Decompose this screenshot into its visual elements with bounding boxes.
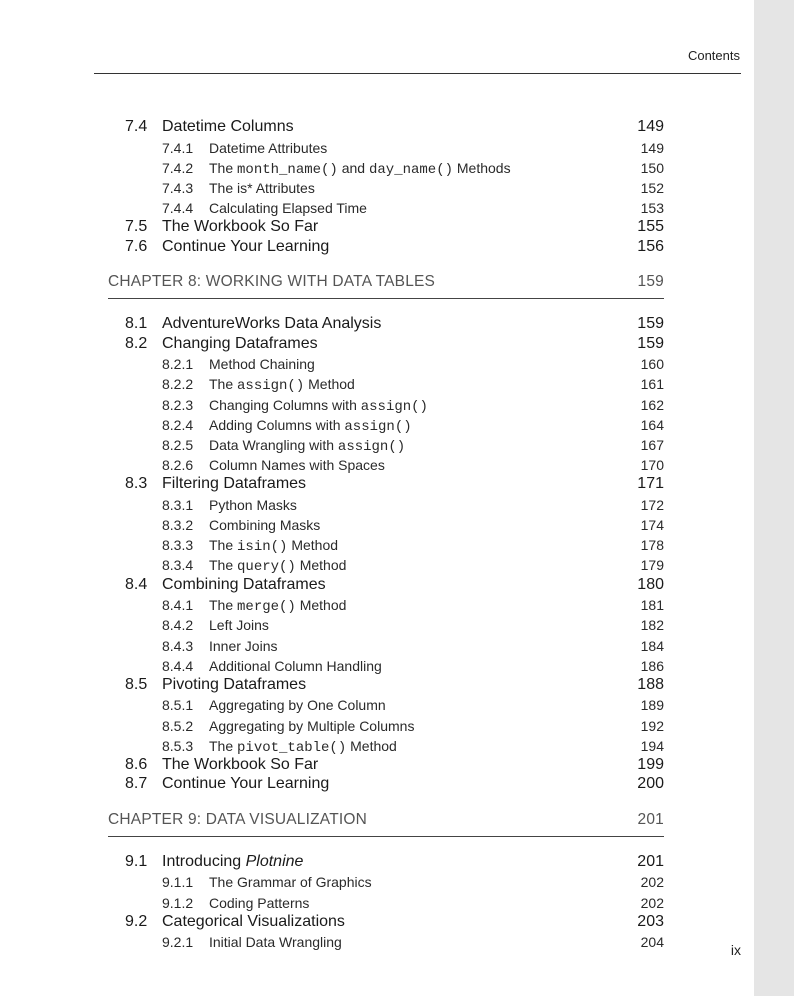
toc-entry-title [209, 934, 342, 950]
toc-page-number: 149 [637, 118, 664, 135]
toc-subsection-entry [108, 636, 664, 656]
toc-entry-title [162, 118, 294, 136]
toc-page-number: 164 [640, 416, 664, 433]
title-text: The [209, 597, 238, 614]
toc-entry-title [209, 617, 269, 633]
toc-entry-title [162, 576, 326, 594]
toc-subsection-entry [108, 695, 664, 715]
toc-entry-title [162, 218, 318, 236]
toc-page-number: 186 [640, 657, 664, 674]
toc-page-number: 189 [640, 697, 664, 714]
toc-page-number: 153 [640, 200, 664, 217]
title-text: Data Wrangling with [209, 437, 338, 453]
toc-section-number: 8.2.2 [162, 376, 194, 393]
title-text: Datetime Columns [162, 118, 294, 135]
title-text: Method [287, 537, 339, 554]
toc-section-number: 8.2 [125, 334, 148, 352]
toc-subsection-entry [108, 435, 664, 455]
toc-page-number: 194 [640, 737, 664, 754]
title-text: Aggregating by Multiple Columns [209, 717, 415, 734]
toc-chapter-heading [108, 811, 664, 847]
code-span: assign() [237, 378, 305, 395]
toc-entry-title [209, 718, 414, 734]
toc-section-number: 7.4.3 [162, 179, 194, 196]
toc-subsection-entry [108, 415, 664, 435]
title-text: AdventureWorks Data Analysis [162, 315, 382, 333]
code-span: month_name() [237, 161, 338, 178]
title-text: Datetime Attributes [209, 139, 328, 156]
title-text: Method Chaining [209, 356, 315, 373]
toc-section-number: 8.2.5 [162, 437, 194, 453]
title-text: The is* Attributes [209, 179, 315, 196]
code-span: merge() [237, 599, 296, 616]
toc-subsection-entry [108, 656, 664, 676]
title-text: Combining Masks [209, 517, 321, 534]
toc-entry-title [209, 356, 315, 372]
toc-entry-title [209, 497, 297, 513]
toc-subsection-entry [108, 736, 664, 756]
toc-section-number: 8.4.3 [162, 637, 194, 654]
toc-section-number: 8.5.2 [162, 717, 194, 734]
toc-page-number: 182 [640, 617, 664, 634]
toc-page-number: 155 [637, 218, 664, 236]
toc-section-number: 7.4 [125, 118, 148, 135]
toc-entry-title [209, 437, 405, 455]
toc-section-number: 8.4 [125, 575, 148, 593]
toc-section-number: 8.3.2 [162, 517, 194, 534]
title-text: Calculating Elapsed Time [209, 200, 367, 217]
title-text: Plotnine [245, 852, 304, 870]
toc-subsection-entry [108, 395, 664, 415]
toc-entry-title [209, 537, 338, 555]
toc-entry-title [209, 517, 320, 533]
toc-section-number: 9.1 [125, 852, 148, 870]
toc-entry-title [108, 273, 435, 291]
title-text: Filtering Dataframes [162, 475, 307, 493]
toc-page-number: 181 [640, 597, 664, 614]
code-span: isin() [237, 539, 288, 556]
toc-section-entry [108, 756, 664, 776]
title-text: Changing Columns with [209, 396, 361, 413]
toc-subsection-entry [108, 932, 664, 952]
title-text: Combining Dataframes [162, 575, 326, 593]
title-text: and [337, 159, 369, 176]
toc-section-number: 8.7 [125, 775, 148, 793]
title-text: Method [304, 376, 355, 393]
toc-page-number: 202 [640, 894, 664, 911]
toc-subsection-entry [108, 893, 664, 913]
toc-section-entry [108, 775, 664, 795]
toc-section-number: 8.3.3 [162, 537, 194, 554]
toc-entry-title [209, 557, 346, 575]
toc-subsection-entry [108, 615, 664, 635]
toc-page-number: 167 [640, 437, 664, 453]
toc-section-number: 9.1.1 [162, 874, 194, 891]
page-margin-strip [754, 0, 794, 996]
toc-page-number: 200 [637, 775, 664, 793]
running-head: Contents [687, 48, 740, 63]
toc-page-number: 203 [637, 912, 664, 930]
title-text: Introducing [162, 852, 246, 870]
toc-page-number: 170 [640, 457, 664, 474]
title-text: The [209, 557, 238, 574]
title-text: The [209, 159, 238, 176]
title-text: Inner Joins [209, 637, 278, 654]
toc-section-number: 8.2.3 [162, 396, 194, 413]
toc-page-number: 150 [640, 159, 664, 176]
toc-page-number: 179 [640, 557, 664, 574]
title-text: The Workbook So Far [162, 218, 319, 236]
toc-subsection-entry [108, 158, 664, 178]
toc-page-number: 192 [640, 717, 664, 734]
toc-subsection-entry [108, 535, 664, 555]
title-text: Methods [453, 159, 511, 176]
toc-page-number: 204 [640, 934, 664, 951]
toc-entry-title [209, 658, 382, 674]
toc-section-entry [108, 315, 664, 335]
toc-entry-title [162, 913, 345, 931]
title-text: Left Joins [209, 617, 269, 634]
toc-entry-title [209, 895, 309, 911]
toc-page-number: 184 [640, 637, 664, 654]
toc-page-number: 162 [640, 396, 664, 413]
title-text: The [209, 537, 238, 554]
toc-entry-title [162, 756, 318, 774]
toc-section-number: 9.2 [125, 912, 148, 930]
toc-section-number: 8.3.1 [162, 496, 194, 513]
code-span: assign() [344, 418, 412, 435]
title-text: Continue Your Learning [162, 775, 330, 793]
toc-subsection-entry [108, 515, 664, 535]
toc-page-number: 201 [637, 852, 664, 870]
toc-section-number: 8.3.4 [162, 557, 194, 574]
toc-section-number: 8.6 [125, 755, 148, 773]
toc-entry-title [209, 160, 511, 178]
toc-entry-title [162, 238, 329, 256]
toc-page-number: 159 [637, 334, 664, 352]
toc-section-number: 7.4.4 [162, 200, 194, 217]
chapter-rule [108, 836, 664, 837]
header-rule [94, 73, 741, 74]
toc-subsection-entry [108, 872, 664, 892]
title-text: Method [346, 737, 397, 754]
toc-section-number: 7.4.2 [162, 159, 194, 176]
toc-section-number: 8.1 [125, 315, 148, 333]
toc-section-entry [108, 335, 664, 355]
table-of-contents [108, 118, 664, 953]
toc-section-number: 8.4.2 [162, 617, 194, 634]
toc-page-number: 149 [640, 139, 664, 156]
code-span: pivot_table() [237, 739, 347, 756]
toc-subsection-entry [108, 178, 664, 198]
title-text: The Grammar of Graphics [209, 874, 372, 891]
toc-entry-title [209, 638, 277, 654]
toc-subsection-entry [108, 354, 664, 374]
toc-subsection-entry [108, 138, 664, 158]
toc-section-number: 8.5.3 [162, 737, 194, 754]
toc-subsection-entry [108, 198, 664, 218]
toc-entry-title [162, 676, 306, 694]
toc-page-number: 188 [637, 675, 664, 693]
toc-page-number: 172 [640, 496, 664, 513]
title-text: Method [295, 557, 347, 574]
toc-section-entry [108, 118, 664, 138]
toc-section-entry [108, 238, 664, 258]
code-span: day_name() [368, 161, 453, 178]
toc-section-entry [108, 218, 664, 238]
toc-section-entry [108, 475, 664, 495]
toc-subsection-entry [108, 555, 664, 575]
title-text: Pivoting Dataframes [162, 675, 307, 693]
toc-entry-title [209, 874, 372, 890]
title-text: The [209, 737, 238, 754]
title-text: Initial Data Wrangling [209, 934, 342, 951]
toc-page-number: 152 [640, 179, 664, 196]
toc-entry-title [162, 853, 303, 871]
title-text: Column Names with Spaces [209, 457, 385, 474]
toc-section-number: 8.4.1 [162, 597, 194, 614]
toc-entry-title [162, 315, 381, 333]
toc-page-number: 156 [637, 237, 664, 255]
toc-subsection-entry [108, 595, 664, 615]
toc-subsection-entry [108, 374, 664, 394]
toc-page-number: 174 [640, 517, 664, 534]
toc-section-number: 9.1.2 [162, 894, 194, 911]
toc-page-number: 160 [640, 356, 664, 373]
toc-entry-title [209, 597, 346, 615]
toc-page-number: 159 [637, 315, 664, 333]
toc-section-number: 7.6 [125, 237, 148, 255]
toc-entry-title [162, 335, 318, 353]
toc-section-number: 8.2.4 [162, 416, 194, 433]
toc-page-number: 180 [637, 575, 664, 593]
toc-entry-title [162, 775, 329, 793]
toc-page-number: 161 [640, 376, 664, 393]
toc-page-number: 159 [637, 273, 664, 291]
toc-entry-title [209, 200, 367, 216]
toc-subsection-entry [108, 495, 664, 515]
title-text: Additional Column Handling [209, 657, 382, 674]
code-span: query() [237, 559, 296, 576]
toc-entry-title [209, 180, 315, 196]
toc-section-entry [108, 913, 664, 933]
toc-entry-title [209, 417, 412, 435]
toc-entry-title [209, 697, 386, 713]
title-text: The [209, 376, 238, 393]
title-text: Coding Patterns [209, 894, 310, 911]
toc-section-entry [108, 853, 664, 873]
title-text: Changing Dataframes [162, 334, 318, 352]
toc-section-number: 7.5 [125, 218, 148, 236]
toc-page-number: 202 [640, 874, 664, 891]
toc-page-number: 178 [640, 537, 664, 554]
title-text: CHAPTER 8: WORKING WITH DATA TABLES [108, 273, 436, 291]
title-text: Continue Your Learning [162, 237, 330, 255]
title-text: CHAPTER 9: DATA VISUALIZATION [108, 810, 368, 828]
code-span: assign() [337, 439, 406, 455]
title-text: Adding Columns with [209, 416, 345, 433]
toc-entry-title [162, 475, 306, 493]
page-number: ix [730, 942, 741, 958]
toc-page-number: 201 [637, 810, 664, 828]
toc-section-number: 8.2.6 [162, 457, 194, 474]
toc-entry-title [209, 738, 397, 756]
toc-page-number: 199 [637, 755, 664, 773]
toc-section-number: 9.2.1 [162, 934, 194, 951]
toc-section-number: 7.4.1 [162, 139, 194, 156]
toc-section-entry [108, 676, 664, 696]
toc-entry-title [209, 376, 355, 394]
toc-section-number: 8.5.1 [162, 697, 194, 714]
toc-entry-title [108, 811, 367, 829]
title-text: Categorical Visualizations [162, 912, 345, 930]
title-text: Method [295, 597, 347, 614]
toc-page-number: 171 [637, 475, 664, 493]
toc-section-number: 8.5 [125, 675, 148, 693]
toc-section-number: 8.2.1 [162, 356, 194, 373]
title-text: Python Masks [209, 496, 297, 513]
toc-entry-title [209, 140, 327, 156]
title-text: Aggregating by One Column [209, 697, 386, 714]
code-span: assign() [360, 398, 428, 415]
toc-section-number: 8.4.4 [162, 657, 194, 674]
chapter-rule [108, 298, 664, 299]
toc-entry-title [209, 457, 385, 473]
title-text: The Workbook So Far [162, 755, 319, 773]
toc-subsection-entry [108, 716, 664, 736]
toc-subsection-entry [108, 455, 664, 475]
toc-section-entry [108, 576, 664, 596]
toc-entry-title [209, 397, 428, 415]
toc-section-number: 8.3 [125, 475, 148, 493]
toc-chapter-heading [108, 273, 664, 309]
